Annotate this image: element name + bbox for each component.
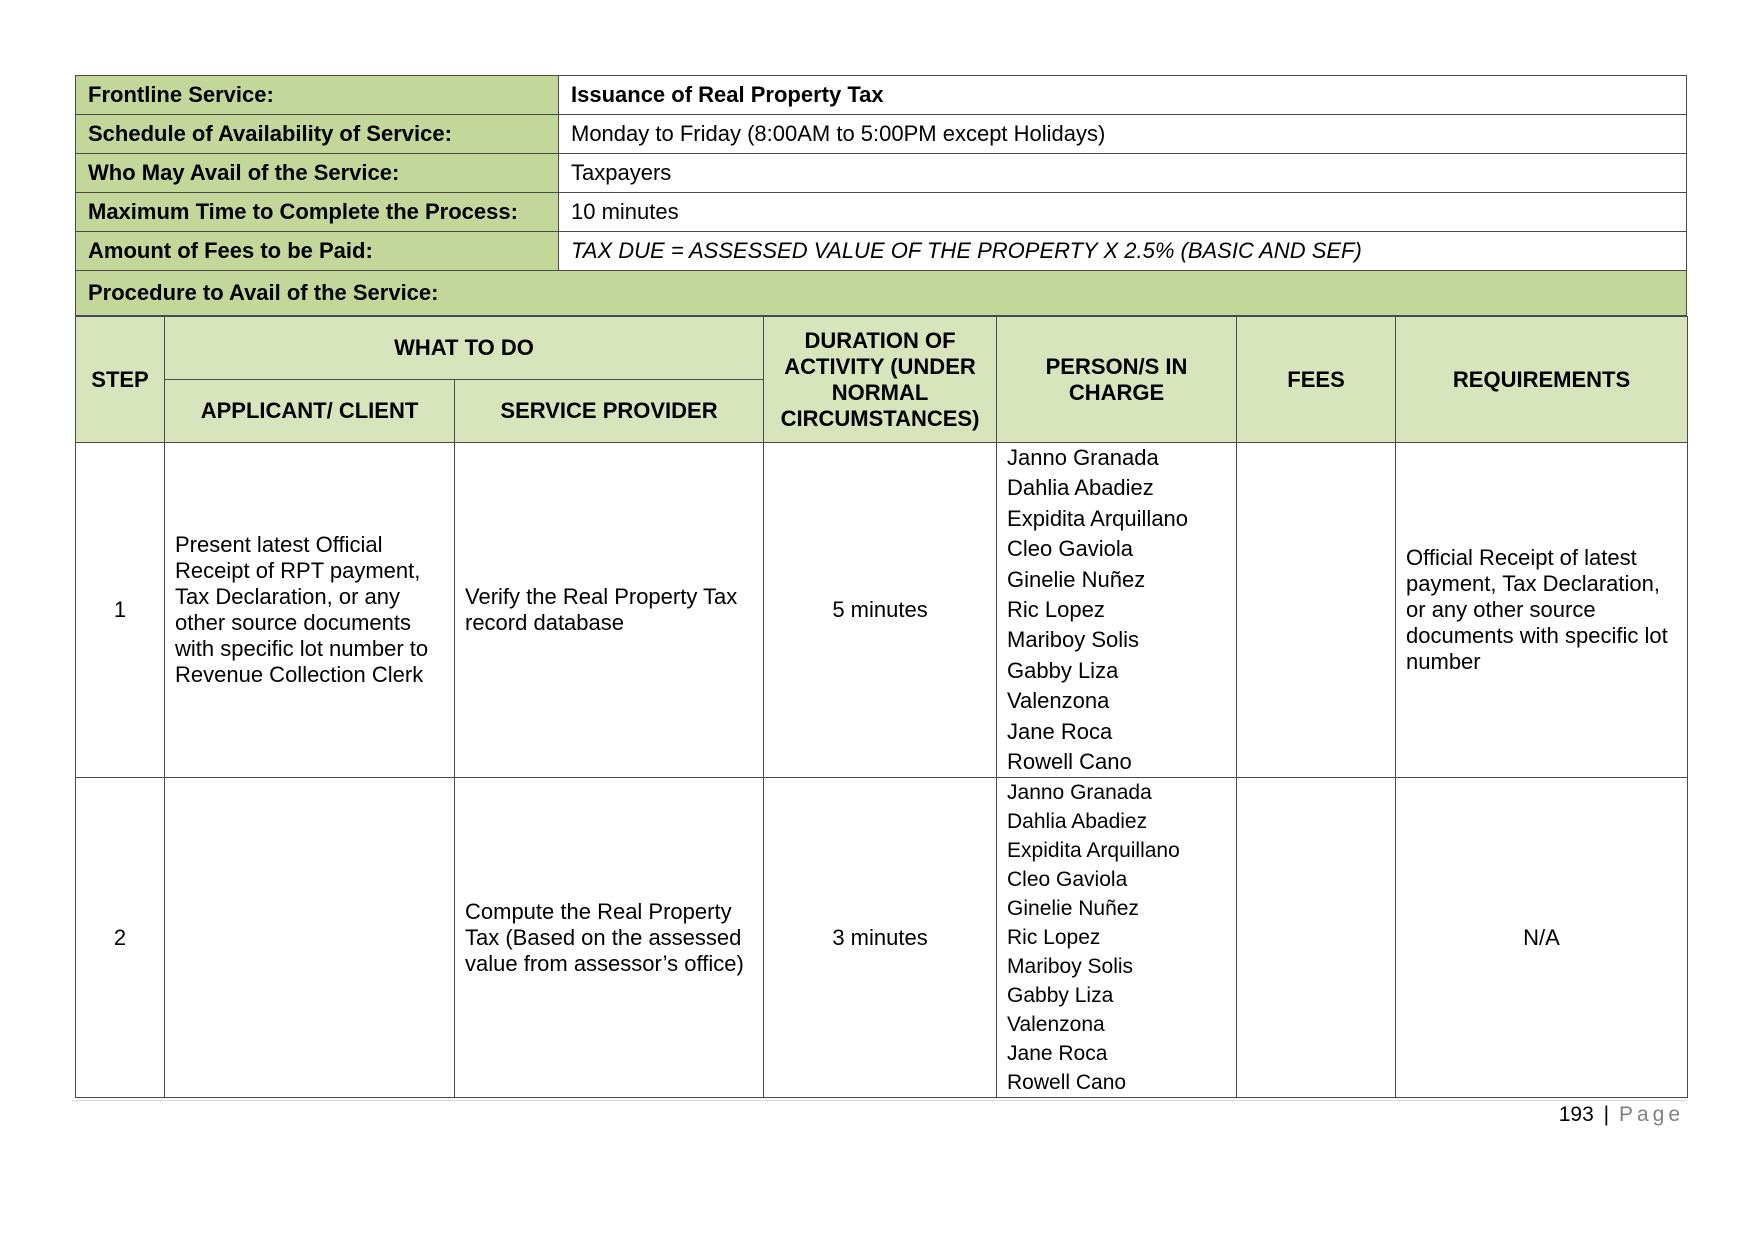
fees-value-cell (1237, 443, 1396, 778)
footer-separator: | (1603, 1103, 1610, 1126)
procedure-table (75, 316, 1688, 1098)
duration-value: 3 minutes (764, 778, 997, 1098)
step-number: 1 (76, 443, 165, 778)
person-name: Valenzona (1007, 688, 1110, 714)
service-info-table (75, 75, 1687, 316)
schedule-label: Schedule of Availability of Service: (76, 115, 559, 154)
person-name: Jane Roca (1007, 718, 1113, 744)
header-step: STEP (76, 317, 165, 443)
persons-list (1007, 778, 1226, 1097)
person-name: Ric Lopez (1007, 597, 1105, 623)
info-row-schedule (76, 115, 1687, 154)
frontline-label: Frontline Service: (76, 76, 559, 115)
person-name: Mariboy Solis (1007, 627, 1140, 653)
person-name: Mariboy Solis (1007, 955, 1134, 979)
header-row-1 (76, 317, 1688, 380)
frontline-value: Issuance of Real Property Tax (559, 76, 1687, 115)
person-name: Gabby Liza (1007, 657, 1119, 683)
page-word: Page (1618, 1103, 1684, 1126)
table-row (76, 778, 1688, 1098)
person-name: Jane Roca (1007, 1042, 1108, 1066)
person-name: Cleo Gaviola (1007, 868, 1128, 892)
requirements-value: N/A (1396, 778, 1688, 1098)
header-requirements: REQUIREMENTS (1396, 317, 1688, 443)
provider-action: Compute the Real Property Tax (Based on the assessed value from assessor’s office) (455, 778, 764, 1098)
fees-value-cell (1237, 778, 1396, 1098)
info-row-frontline (76, 76, 1687, 115)
person-name: Dahlia Abadiez (1007, 810, 1148, 834)
provider-action: Verify the Real Property Tax record database (455, 443, 764, 778)
table-row (76, 443, 1688, 778)
applicant-action (165, 778, 455, 1098)
person-name: Rowell Cano (1007, 749, 1132, 775)
header-provider: SERVICE PROVIDER (455, 380, 764, 443)
schedule-value: Monday to Friday (8:00AM to 5:00PM except Holidays) (559, 115, 1687, 154)
fees-label: Amount of Fees to be Paid: (76, 232, 559, 271)
header-duration: DURATION OF ACTIVITY (UNDER NORMAL CIRCUMSTANCES) (764, 317, 997, 443)
duration-value: 5 minutes (764, 443, 997, 778)
info-row-fees (76, 232, 1687, 271)
applicant-action: Present latest Official Receipt of RPT payment, Tax Declaration, or any other source documents with specific lot number to Revenue Collection Clerk (165, 443, 455, 778)
footer-divider (72, 1100, 1688, 1101)
header-what-to-do: WHAT TO DO (165, 317, 764, 380)
person-name: Ginelie Nuñez (1007, 566, 1146, 592)
person-name: Ginelie Nuñez (1007, 897, 1139, 921)
max-time-label: Maximum Time to Complete the Process: (76, 193, 559, 232)
requirements-value: Official Receipt of latest payment, Tax Declaration, or any other source documents with specific lot number (1396, 443, 1688, 778)
page-footer (1559, 1103, 1684, 1127)
person-name: Cleo Gaviola (1007, 536, 1133, 562)
info-row-max-time (76, 193, 1687, 232)
fees-value: TAX DUE = ASSESSED VALUE OF THE PROPERTY X 2.5% (BASIC AND SEF) (559, 232, 1687, 271)
step-number: 2 (76, 778, 165, 1098)
person-name: Dahlia Abadiez (1007, 475, 1154, 501)
person-name: Ric Lopez (1007, 926, 1101, 950)
person-name: Janno Granada (1007, 445, 1159, 470)
header-applicant: APPLICANT/ CLIENT (165, 380, 455, 443)
info-row-procedure (76, 271, 1687, 316)
header-persons: PERSON/S IN CHARGE (997, 317, 1237, 443)
person-name: Valenzona (1007, 1013, 1105, 1037)
person-name: Rowell Cano (1007, 1071, 1127, 1095)
info-row-who (76, 154, 1687, 193)
page-number: 193 (1558, 1103, 1594, 1126)
person-name: Expidita Arquillano (1007, 505, 1189, 531)
procedure-label: Procedure to Avail of the Service: (76, 271, 1687, 316)
who-value: Taxpayers (559, 154, 1687, 193)
who-label: Who May Avail of the Service: (76, 154, 559, 193)
header-fees: FEES (1237, 317, 1396, 443)
person-name: Expidita Arquillano (1007, 839, 1180, 863)
person-name: Janno Granada (1007, 781, 1152, 805)
persons-in-charge (997, 443, 1237, 778)
persons-in-charge (997, 778, 1237, 1098)
max-time-value: 10 minutes (559, 193, 1687, 232)
person-name: Gabby Liza (1007, 984, 1114, 1008)
persons-list (1007, 443, 1226, 777)
